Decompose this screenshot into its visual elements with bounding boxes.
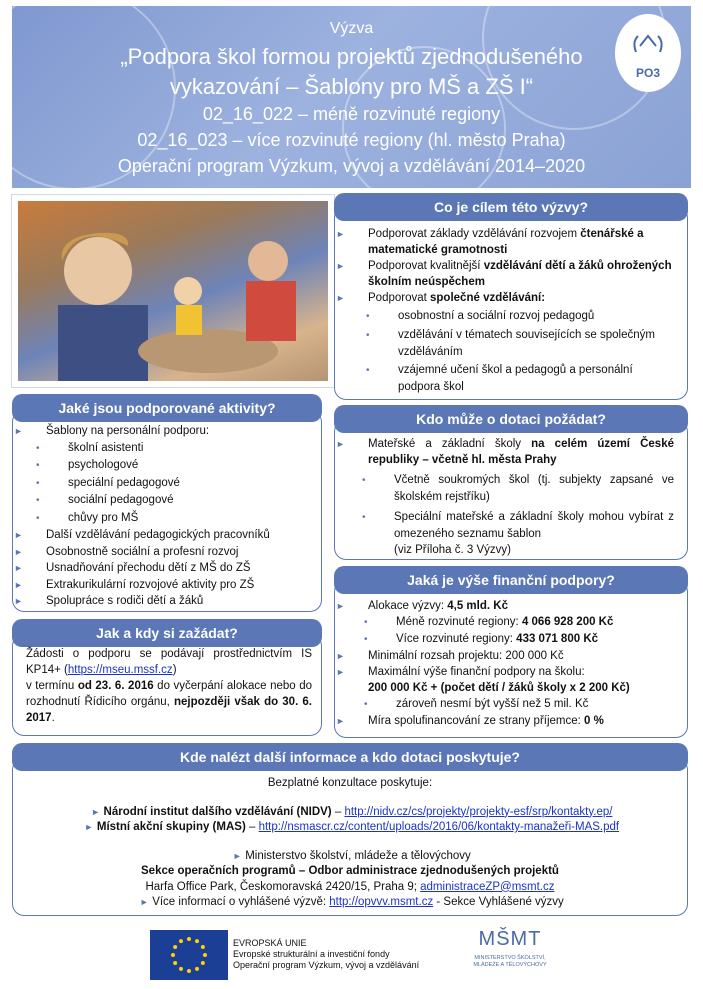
eu-text	[233, 938, 419, 971]
eu-star	[203, 953, 207, 957]
who-list	[336, 436, 674, 558]
how-paragraph-2: v termínu od 23. 6. 2016 do vyčerpání alokace nebo do rozhodnutí Řídicího orgánu, nejpozději však do 30. 6. 2017.	[26, 680, 313, 724]
list-item: ► Podporovat kvalitnější vzdělávání dětí a žáků ohrožených školním neúspěchem	[336, 260, 672, 288]
eu-star	[187, 969, 191, 973]
eu-flag	[150, 930, 228, 980]
how-paragraph-1: Žádosti o podporu se podávají prostřednictvím IS KP14+ (https://mseu.mssf.cz)	[26, 648, 312, 676]
list-item: ► Usnadňování přechodu dětí z MŠ do ZŠ	[14, 562, 251, 574]
goal-title: Co je cílem této výzvy?	[334, 193, 688, 221]
info-title: Kde nalézt další informace a kdo dotaci poskytuje?	[12, 743, 688, 771]
eu-line-2: Evropské strukturální a investiční fondy	[233, 949, 390, 959]
list-item: ► Minimální rozsah projektu: 200 000 Kč	[336, 650, 564, 662]
eu-star	[195, 967, 199, 971]
eu-star	[179, 939, 183, 943]
program-line: Operační program Výzkum, vývoj a vzdělávání 2014–2020	[117, 156, 586, 176]
finance-title: Jaká je výše finanční podpory?	[334, 566, 688, 594]
iskp-link[interactable]: https://mseu.mssf.cz	[67, 664, 173, 676]
photo-illustration	[18, 201, 328, 381]
activities-list	[14, 423, 320, 610]
list-item: ► Podporovat společné vzdělávání:	[336, 292, 546, 304]
how-text	[26, 646, 312, 726]
info-text	[12, 776, 688, 911]
eu-star	[171, 953, 175, 957]
list-item: • speciální pedagogové	[36, 476, 180, 489]
section-line: Sekce operačních programů – Odbor administrace zjednodušených projektů	[141, 865, 559, 877]
list-item: ► Další vzdělávání pedagogických pracovníků	[14, 529, 270, 541]
list-item: ► Alokace výzvy: 4,5 mld. Kč	[336, 600, 508, 612]
region-line1: 02_16_022 – méně rozvinuté regiony	[202, 104, 501, 124]
list-item: • psychologové	[36, 459, 139, 471]
msmt-logo	[470, 928, 550, 969]
msmt-logo-mark: MŠMT	[478, 928, 542, 950]
eu-stars-icon	[150, 930, 228, 980]
more-info-line: ► Více informací o vyhlášené výzvě: http://opvvv.msmt.cz - Sekce Vyhlášené výzvy	[139, 896, 564, 908]
region-line2: 02_16_023 – více rozvinuté regiony (hl. město Praha)	[137, 130, 566, 150]
email-link[interactable]: administraceZP@msmt.cz	[420, 880, 555, 893]
finance-list	[336, 598, 677, 729]
call-title-line2: vykazování – Šablony pro MŠ a ZŠ I“	[169, 74, 534, 99]
call-label: Výzva	[329, 20, 374, 37]
eu-line-3: Operační program Výzkum, vývoj a vzdělávání	[233, 960, 420, 970]
eu-star	[195, 939, 199, 943]
opvvv-link[interactable]: http://opvvv.msmt.cz	[329, 896, 434, 908]
list-item: • sociální pedagogové	[36, 494, 174, 506]
nidv-line: ► Národní institut dalšího vzdělávání (NIDV) – http://nidv.cz/cs/projekty/projekty-esf/srp/kontakty.ep/	[91, 805, 613, 818]
call-title-line1: „Podpora škol formou projektů zjednodušeného	[120, 44, 583, 69]
mas-link[interactable]: http://nsmascr.cz/content/uploads/2016/06/kontakty-manažeři-MAS.pdf	[258, 821, 620, 833]
list-item: ► Maximální výše finanční podpory na školu:	[336, 666, 585, 678]
hands-house-icon	[628, 28, 668, 58]
list-item: • Méně rozvinuté regiony: 4 066 928 200 Kč	[364, 616, 614, 628]
list-item: • Včetně soukromých škol (tj. subjekty zapsané ve školském rejstříku)	[362, 474, 674, 503]
eu-star	[173, 961, 177, 965]
list-item: • Speciální mateřské a základní školy mohou vybírat z omezeného seznamu šablon	[362, 511, 674, 540]
list-item: ► Extrakurikulární rozvojové aktivity pro ZŠ	[14, 578, 255, 591]
activities-title: Jaké jsou podporované aktivity?	[12, 394, 322, 422]
who-title: Kdo může o dotaci požádat?	[334, 405, 688, 433]
list-item: • chůvy pro MŠ	[36, 511, 139, 524]
list-item: ► Spolupráce s rodiči dětí a žáků	[14, 595, 204, 607]
list-item-note: (viz Příloha č. 3 Výzvy)	[394, 544, 511, 556]
consult-intro: Bezplatné konzultace poskytuje:	[267, 777, 433, 789]
list-item: • osobnostní a sociální rozvoj pedagogů	[366, 310, 595, 322]
eu-line-1: EVROPSKÁ UNIE	[233, 938, 307, 948]
list-item: ► Míra spolufinancování ze strany příjemce: 0 %	[336, 715, 604, 727]
eu-star	[173, 945, 177, 949]
list-item: • zároveň nesmí být vyšší než 5 mil. Kč	[364, 698, 589, 710]
list-item: • vzájemné učení škol a pedagogů a personální podpora škol	[366, 364, 633, 393]
children-photo	[12, 195, 334, 387]
list-item-formula: 200 000 Kč + (počet dětí / žáků školy x 2 200 Kč)	[368, 682, 630, 694]
list-item: ► Podporovat základy vzdělávání rozvojem čtenářské a matematické gramotnosti	[336, 228, 644, 256]
list-item: ► Osobnostně sociální a profesní rozvoj	[14, 545, 239, 558]
header-banner	[12, 6, 691, 188]
eu-star	[201, 961, 205, 965]
goal-list	[336, 226, 677, 395]
list-item: • školní asistenti	[36, 441, 144, 454]
list-item: • vzdělávání v tématech souvisejících se společným vzděláváním	[366, 329, 655, 358]
po3-logo	[615, 14, 681, 92]
msmt-logo-text: MINISTERSTVO ŠKOLSTVÍ, MLÁDEŽE A TĚLOVÝCHOVY	[473, 955, 547, 968]
ministry-line: ► Ministerstvo školství, mládeže a tělovýchovy	[232, 849, 471, 862]
eu-star	[187, 937, 191, 941]
list-item: • Více rozvinuté regiony: 433 071 800 Kč	[364, 633, 599, 645]
mas-line: ► Místní akční skupiny (MAS) – http://nsmascr.cz/content/uploads/2016/06/kontakty-manažeři-MAS.pdf	[84, 821, 620, 833]
eu-star	[201, 945, 205, 949]
address-line: Harfa Office Park, Českomoravská 2420/15, Praha 9; administraceZP@msmt.cz	[145, 880, 555, 893]
list-item: ► Mateřské a základní školy na celém území České republiky – včetně hl. města Prahy	[336, 438, 674, 466]
eu-star	[179, 967, 183, 971]
list-item: ► Šablony na personální podporu:	[14, 425, 210, 437]
how-title: Jak a kdy si zažádat?	[12, 619, 322, 647]
nidv-link[interactable]: http://nidv.cz/cs/projekty/projekty-esf/srp/kontakty.ep/	[344, 805, 613, 818]
po3-label: PO3	[635, 66, 660, 80]
